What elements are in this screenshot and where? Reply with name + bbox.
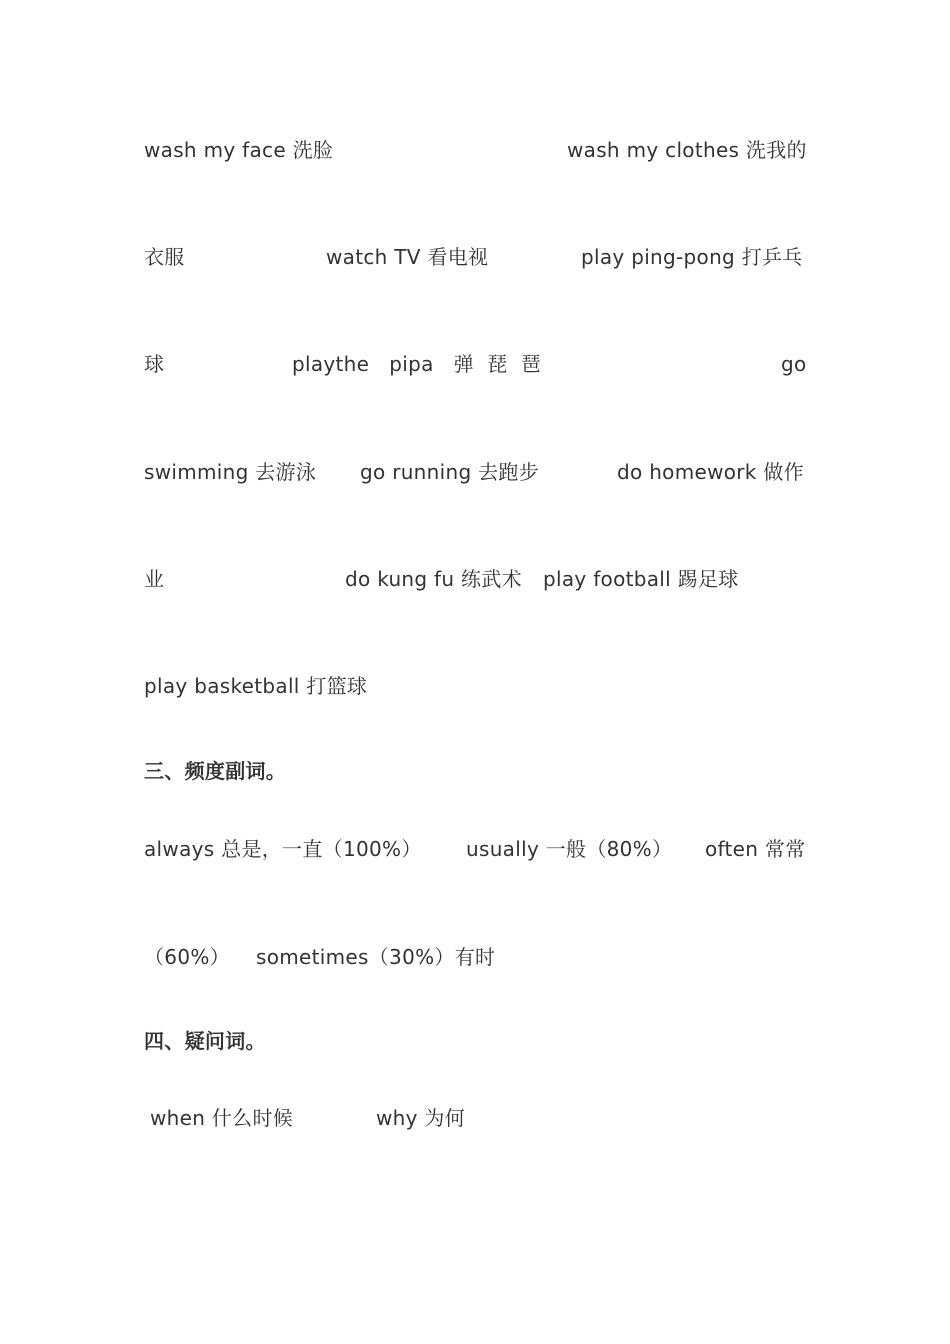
- phrase-wash-clothes-cont: 衣服: [144, 245, 185, 269]
- phrase-wash-clothes: wash my clothes 洗我的: [567, 138, 807, 162]
- question-word-when: when 什么时候: [150, 1106, 294, 1130]
- phrase-go-swimming: swimming 去游泳: [144, 460, 317, 484]
- section-heading-question-words: 四、疑问词。: [144, 1029, 266, 1053]
- adverb-always: always 总是，一直（100%）: [144, 837, 422, 861]
- phrase-play-pipa: playthe pipa 弹 琵 琶: [292, 352, 542, 376]
- phrase-homework-cont: 业: [144, 567, 165, 591]
- phrase-do-homework: do homework 做作: [617, 460, 804, 484]
- phrase-wash-face: wash my face 洗脸: [144, 138, 334, 162]
- phrase-play-ping-pong: play ping-pong 打乒乓: [581, 245, 803, 269]
- phrase-go-running: go running 去跑步: [360, 460, 540, 484]
- phrase-go-swimming-start: go: [781, 352, 807, 376]
- question-word-why: why 为何: [376, 1106, 466, 1130]
- phrase-play-basketball: play basketball 打篮球: [144, 674, 368, 698]
- phrase-ping-pong-cont: 球: [144, 352, 165, 376]
- phrase-watch-tv: watch TV 看电视: [326, 245, 489, 269]
- adverb-sometimes: sometimes（30%）有时: [256, 945, 496, 969]
- phrase-do-kung-fu: do kung fu 练武术: [345, 567, 522, 591]
- phrase-play-football: play football 踢足球: [543, 567, 739, 591]
- section-heading-frequency-adverbs: 三、频度副词。: [144, 759, 287, 783]
- adverb-often-percent: （60%）: [144, 945, 230, 969]
- adverb-often: often 常常: [705, 837, 806, 861]
- adverb-usually: usually 一般（80%）: [466, 837, 673, 861]
